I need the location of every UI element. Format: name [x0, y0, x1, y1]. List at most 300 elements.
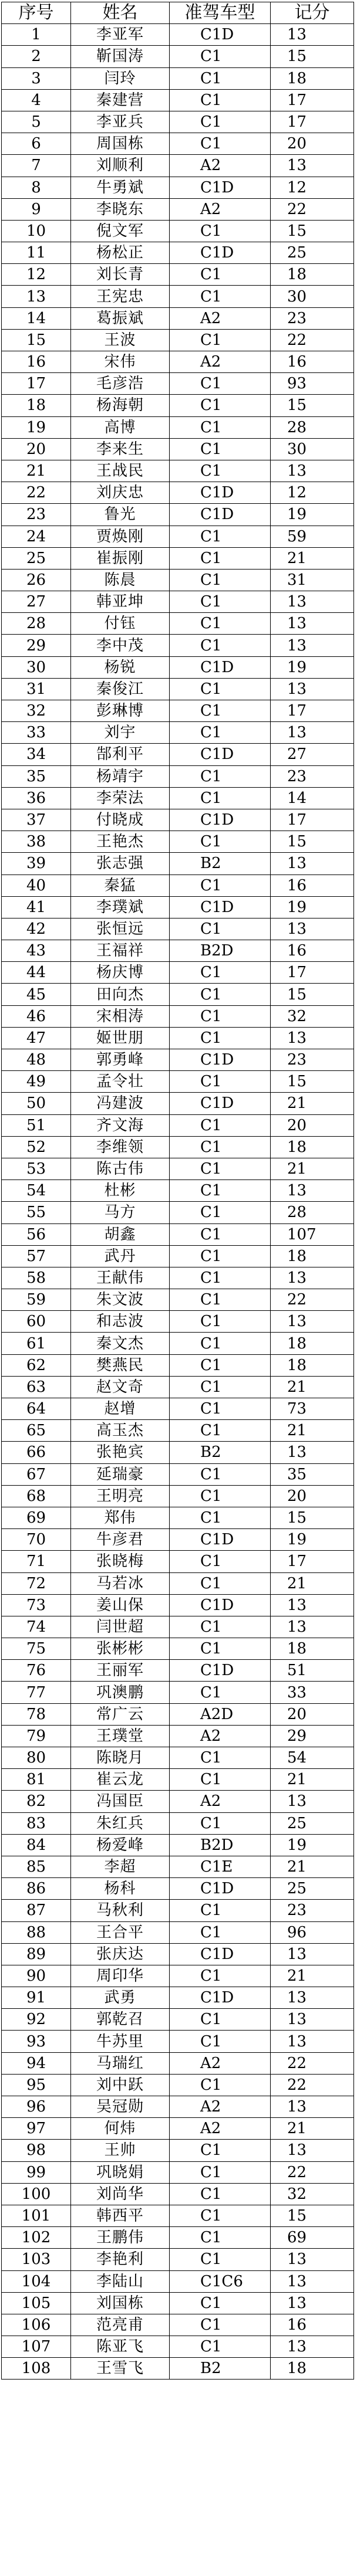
- row-no: 100: [2, 2183, 71, 2205]
- row-name: 杨靖宇: [71, 765, 170, 787]
- row-score: 16: [271, 351, 354, 373]
- row-name: 韩亚坤: [71, 591, 170, 613]
- table-row: [2, 569, 354, 591]
- row-license-type: C1: [170, 962, 271, 984]
- row-license-type: A2: [170, 1791, 271, 1812]
- row-name: 马瑞红: [71, 2052, 170, 2074]
- table-row: [2, 1158, 354, 1179]
- row-license-type: C1: [170, 1071, 271, 1093]
- row-no: 45: [2, 984, 71, 1005]
- row-license-type: C1: [170, 1289, 271, 1311]
- row-score: 12: [271, 482, 354, 504]
- row-score: 19: [271, 656, 354, 678]
- row-license-type: C1: [170, 2161, 271, 2183]
- table-row: [2, 1856, 354, 1877]
- row-score: 51: [271, 1660, 354, 1682]
- row-license-type: C1: [170, 875, 271, 896]
- row-name: 张庆达: [71, 1943, 170, 1965]
- row-license-type: C1: [170, 2249, 271, 2270]
- row-score: 96: [271, 1921, 354, 1943]
- row-license-type: C1: [170, 1114, 271, 1136]
- row-no: 27: [2, 591, 71, 613]
- row-no: 59: [2, 1289, 71, 1311]
- row-license-type: C1: [170, 2227, 271, 2249]
- row-score: 21: [271, 1158, 354, 1179]
- row-name: 李亚兵: [71, 111, 170, 133]
- row-score: 13: [271, 1442, 354, 1463]
- row-name: 张艳宾: [71, 1442, 170, 1463]
- row-name: 冯建波: [71, 1093, 170, 1114]
- row-name: 胡鑫: [71, 1223, 170, 1245]
- row-no: 13: [2, 286, 71, 307]
- row-no: 53: [2, 1158, 71, 1179]
- header-row: [2, 2, 354, 24]
- row-name: 张志强: [71, 853, 170, 875]
- row-license-type: C1: [170, 2009, 271, 2031]
- row-name: 闫玲: [71, 67, 170, 89]
- row-license-type: A2: [170, 2118, 271, 2140]
- row-license-type: C1: [170, 2336, 271, 2358]
- table-row: [2, 591, 354, 613]
- row-name: 王雪飞: [71, 2358, 170, 2380]
- row-score: 13: [271, 678, 354, 700]
- row-license-type: B2: [170, 2358, 271, 2380]
- table-row: [2, 2336, 354, 2358]
- row-no: 42: [2, 918, 71, 940]
- row-score: 12: [271, 177, 354, 198]
- row-score: 13: [271, 460, 354, 482]
- row-name: 张彬彬: [71, 1638, 170, 1660]
- row-name: 陈晨: [71, 569, 170, 591]
- row-name: 王帅: [71, 2140, 170, 2161]
- row-score: 30: [271, 438, 354, 460]
- row-score: 20: [271, 1485, 354, 1507]
- row-license-type: C1: [170, 416, 271, 438]
- table-row: [2, 46, 354, 67]
- row-license-type: C1: [170, 1202, 271, 1223]
- row-name: 杨海朝: [71, 395, 170, 416]
- row-no: 49: [2, 1071, 71, 1093]
- row-no: 88: [2, 1921, 71, 1943]
- row-name: 牛苏里: [71, 2031, 170, 2052]
- row-license-type: C1: [170, 1507, 271, 1528]
- table-row: [2, 24, 354, 46]
- table-row: [2, 1551, 354, 1572]
- row-license-type: C1: [170, 133, 271, 155]
- row-score: 17: [271, 700, 354, 722]
- row-license-type: C1: [170, 1376, 271, 1398]
- table-row: [2, 940, 354, 962]
- row-score: 13: [271, 155, 354, 177]
- row-score: 13: [271, 591, 354, 613]
- row-no: 65: [2, 1420, 71, 1442]
- row-no: 34: [2, 744, 71, 765]
- table-row: [2, 526, 354, 547]
- row-no: 16: [2, 351, 71, 373]
- table-row: [2, 67, 354, 89]
- table-row: [2, 744, 354, 765]
- row-score: 13: [271, 2140, 354, 2161]
- table-row: [2, 373, 354, 395]
- row-no: 18: [2, 395, 71, 416]
- row-license-type: C1: [170, 1398, 271, 1420]
- row-no: 51: [2, 1114, 71, 1136]
- row-score: 18: [271, 1354, 354, 1376]
- row-license-type: C1: [170, 918, 271, 940]
- table-row: [2, 2227, 354, 2249]
- row-score: 17: [271, 962, 354, 984]
- row-score: 13: [271, 1267, 354, 1289]
- row-score: 16: [271, 940, 354, 962]
- row-name: 冯国臣: [71, 1791, 170, 1812]
- row-no: 8: [2, 177, 71, 198]
- table-row: [2, 962, 354, 984]
- row-no: 60: [2, 1311, 71, 1333]
- row-no: 28: [2, 613, 71, 635]
- row-license-type: C1D: [170, 656, 271, 678]
- row-name: 马若冰: [71, 1572, 170, 1594]
- row-no: 17: [2, 373, 71, 395]
- row-no: 95: [2, 2074, 71, 2096]
- table-row: [2, 1507, 354, 1528]
- row-name: 李艳利: [71, 2249, 170, 2270]
- row-license-type: C1D: [170, 744, 271, 765]
- row-score: 13: [271, 613, 354, 635]
- table-row: [2, 1136, 354, 1158]
- row-license-type: C1: [170, 1420, 271, 1442]
- row-license-type: C1: [170, 1333, 271, 1354]
- row-name: 高博: [71, 416, 170, 438]
- row-no: 90: [2, 1965, 71, 1987]
- row-license-type: C1D: [170, 1594, 271, 1616]
- row-score: 13: [271, 1594, 354, 1616]
- row-license-type: C1: [170, 329, 271, 351]
- row-license-type: C1: [170, 1463, 271, 1485]
- row-name: 樊燕民: [71, 1354, 170, 1376]
- row-score: 14: [271, 787, 354, 809]
- row-license-type: C1: [170, 1747, 271, 1769]
- row-no: 52: [2, 1136, 71, 1158]
- row-no: 93: [2, 2031, 71, 2052]
- row-no: 94: [2, 2052, 71, 2074]
- table-row: [2, 198, 354, 220]
- row-name: 牛勇斌: [71, 177, 170, 198]
- row-license-type: A2: [170, 351, 271, 373]
- row-score: 13: [271, 1616, 354, 1638]
- row-score: 13: [271, 918, 354, 940]
- row-score: 25: [271, 242, 354, 264]
- row-no: 40: [2, 875, 71, 896]
- row-license-type: C1: [170, 46, 271, 67]
- row-name: 秦建营: [71, 89, 170, 111]
- row-name: 朱文波: [71, 1289, 170, 1311]
- table-row: [2, 504, 354, 526]
- row-name: 姜山保: [71, 1594, 170, 1616]
- row-name: 武丹: [71, 1245, 170, 1267]
- row-license-type: C1: [170, 984, 271, 1005]
- row-no: 21: [2, 460, 71, 482]
- table-row: [2, 1420, 354, 1442]
- violation-score-table: [1, 2, 354, 2380]
- row-no: 81: [2, 1769, 71, 1791]
- row-name: 宋相涛: [71, 1005, 170, 1027]
- row-name: 贾焕刚: [71, 526, 170, 547]
- table-row: [2, 482, 354, 504]
- row-score: 16: [271, 875, 354, 896]
- row-score: 20: [271, 1703, 354, 1725]
- table-row: [2, 1354, 354, 1376]
- row-license-type: C1: [170, 2314, 271, 2336]
- row-no: 72: [2, 1572, 71, 1594]
- table-row: [2, 2096, 354, 2118]
- row-license-type: C1: [170, 678, 271, 700]
- row-score: 13: [271, 2270, 354, 2292]
- row-name: 杨松正: [71, 242, 170, 264]
- row-name: 朱红兵: [71, 1812, 170, 1834]
- row-name: 秦猛: [71, 875, 170, 896]
- row-license-type: B2D: [170, 1834, 271, 1856]
- row-name: 李璞斌: [71, 896, 170, 918]
- table-row: [2, 1921, 354, 1943]
- row-score: 13: [271, 2009, 354, 2031]
- header-name: 姓名: [71, 2, 170, 24]
- row-no: 57: [2, 1245, 71, 1267]
- row-license-type: C1: [170, 264, 271, 286]
- row-no: 66: [2, 1442, 71, 1463]
- row-license-type: C1D: [170, 482, 271, 504]
- row-score: 28: [271, 416, 354, 438]
- row-license-type: C1: [170, 1551, 271, 1572]
- table-row: [2, 264, 354, 286]
- row-score: 31: [271, 569, 354, 591]
- table-row: [2, 1616, 354, 1638]
- table-row: [2, 1463, 354, 1485]
- row-name: 延瑞豪: [71, 1463, 170, 1485]
- row-license-type: C1: [170, 1005, 271, 1027]
- row-name: 刘顺利: [71, 155, 170, 177]
- row-no: 35: [2, 765, 71, 787]
- row-license-type: C1: [170, 2140, 271, 2161]
- row-score: 13: [271, 1791, 354, 1812]
- table-row: [2, 1114, 354, 1136]
- row-score: 29: [271, 1725, 354, 1747]
- row-license-type: C1: [170, 1921, 271, 1943]
- table-row: [2, 1900, 354, 1921]
- row-no: 29: [2, 635, 71, 656]
- row-name: 毛彦浩: [71, 373, 170, 395]
- row-license-type: C1: [170, 1638, 271, 1660]
- table-row: [2, 896, 354, 918]
- table-row: [2, 460, 354, 482]
- row-name: 姬世朋: [71, 1027, 170, 1049]
- row-name: 武勇: [71, 1987, 170, 2009]
- row-name: 陈古伟: [71, 1158, 170, 1179]
- row-license-type: C1E: [170, 1856, 271, 1877]
- row-license-type: C1: [170, 526, 271, 547]
- row-no: 5: [2, 111, 71, 133]
- table-row: [2, 1267, 354, 1289]
- row-score: 21: [271, 1420, 354, 1442]
- row-name: 李晓东: [71, 198, 170, 220]
- table-row: [2, 329, 354, 351]
- row-license-type: C1: [170, 787, 271, 809]
- row-license-type: C1: [170, 635, 271, 656]
- row-name: 秦俊江: [71, 678, 170, 700]
- row-no: 24: [2, 526, 71, 547]
- row-score: 32: [271, 1005, 354, 1027]
- row-score: 25: [271, 1812, 354, 1834]
- row-license-type: C1: [170, 569, 271, 591]
- row-no: 54: [2, 1180, 71, 1202]
- row-no: 4: [2, 89, 71, 111]
- table-row: [2, 1093, 354, 1114]
- row-no: 48: [2, 1049, 71, 1071]
- row-score: 23: [271, 1900, 354, 1921]
- table-row: [2, 2161, 354, 2183]
- table-row: [2, 2052, 354, 2074]
- row-license-type: A2: [170, 1725, 271, 1747]
- row-license-type: C1: [170, 613, 271, 635]
- row-name: 常广云: [71, 1703, 170, 1725]
- row-score: 27: [271, 744, 354, 765]
- row-license-type: C1: [170, 1616, 271, 1638]
- table-row: [2, 155, 354, 177]
- row-license-type: C1: [170, 67, 271, 89]
- table-row: [2, 1660, 354, 1682]
- row-no: 106: [2, 2314, 71, 2336]
- row-score: 13: [271, 2096, 354, 2118]
- row-license-type: C1: [170, 1812, 271, 1834]
- row-name: 郭乾召: [71, 2009, 170, 2031]
- row-no: 91: [2, 1987, 71, 2009]
- row-no: 47: [2, 1027, 71, 1049]
- row-score: 21: [271, 2118, 354, 2140]
- row-name: 崔振刚: [71, 547, 170, 569]
- row-score: 21: [271, 1376, 354, 1398]
- row-name: 王波: [71, 329, 170, 351]
- row-name: 刘国栋: [71, 2292, 170, 2314]
- row-score: 18: [271, 264, 354, 286]
- row-no: 32: [2, 700, 71, 722]
- table-row: [2, 111, 354, 133]
- row-name: 巩澳鹏: [71, 1682, 170, 1703]
- row-no: 92: [2, 2009, 71, 2031]
- row-license-type: C1: [170, 373, 271, 395]
- row-no: 89: [2, 1943, 71, 1965]
- row-no: 3: [2, 67, 71, 89]
- table-row: [2, 1027, 354, 1049]
- table-row: [2, 2074, 354, 2096]
- row-license-type: C1D: [170, 896, 271, 918]
- table-row: [2, 1572, 354, 1594]
- row-license-type: C1D: [170, 504, 271, 526]
- row-no: 105: [2, 2292, 71, 2314]
- row-score: 32: [271, 2183, 354, 2205]
- row-no: 103: [2, 2249, 71, 2270]
- row-license-type: C1: [170, 1485, 271, 1507]
- row-license-type: C1D: [170, 809, 271, 831]
- row-no: 38: [2, 831, 71, 853]
- row-license-type: C1: [170, 765, 271, 787]
- row-name: 王鹏伟: [71, 2227, 170, 2249]
- table-row: [2, 1747, 354, 1769]
- row-score: 18: [271, 2358, 354, 2380]
- row-no: 86: [2, 1878, 71, 1900]
- row-score: 13: [271, 2292, 354, 2314]
- row-score: 13: [271, 1311, 354, 1333]
- row-no: 68: [2, 1485, 71, 1507]
- table-row: [2, 1333, 354, 1354]
- row-no: 50: [2, 1093, 71, 1114]
- row-score: 69: [271, 2227, 354, 2249]
- row-license-type: A2D: [170, 1703, 271, 1725]
- row-score: 21: [271, 1572, 354, 1594]
- row-no: 74: [2, 1616, 71, 1638]
- row-score: 13: [271, 1027, 354, 1049]
- header-license-type: 准驾车型: [170, 2, 271, 24]
- row-no: 22: [2, 482, 71, 504]
- row-score: 19: [271, 1834, 354, 1856]
- table-row: [2, 1987, 354, 2009]
- row-name: 赵文奇: [71, 1376, 170, 1398]
- row-score: 22: [271, 2074, 354, 2096]
- row-name: 马方: [71, 1202, 170, 1223]
- row-score: 21: [271, 1093, 354, 1114]
- table-row: [2, 1725, 354, 1747]
- row-name: 高玉杰: [71, 1420, 170, 1442]
- row-license-type: C1D: [170, 1049, 271, 1071]
- row-name: 秦文杰: [71, 1333, 170, 1354]
- row-no: 77: [2, 1682, 71, 1703]
- row-no: 55: [2, 1202, 71, 1223]
- row-name: 马秋利: [71, 1900, 170, 1921]
- row-score: 13: [271, 635, 354, 656]
- row-name: 王合平: [71, 1921, 170, 1943]
- row-score: 17: [271, 1551, 354, 1572]
- table-row: [2, 2249, 354, 2270]
- row-score: 13: [271, 2249, 354, 2270]
- table-row: [2, 1005, 354, 1027]
- row-no: 101: [2, 2205, 71, 2226]
- row-name: 倪文军: [71, 220, 170, 242]
- table-row: [2, 678, 354, 700]
- table-row: [2, 2031, 354, 2052]
- row-no: 11: [2, 242, 71, 264]
- row-score: 93: [271, 373, 354, 395]
- row-license-type: C1C6: [170, 2270, 271, 2292]
- row-license-type: C1: [170, 1027, 271, 1049]
- row-name: 陈晓月: [71, 1747, 170, 1769]
- table-row: [2, 700, 354, 722]
- row-name: 李中茂: [71, 635, 170, 656]
- row-name: 和志波: [71, 1311, 170, 1333]
- table-row: [2, 2292, 354, 2314]
- row-score: 13: [271, 1987, 354, 2009]
- row-license-type: C1: [170, 111, 271, 133]
- row-license-type: C1: [170, 700, 271, 722]
- table-row: [2, 984, 354, 1005]
- row-license-type: C1: [170, 831, 271, 853]
- table-row: [2, 1202, 354, 1223]
- row-no: 64: [2, 1398, 71, 1420]
- row-score: 19: [271, 504, 354, 526]
- row-license-type: C1: [170, 591, 271, 613]
- row-no: 10: [2, 220, 71, 242]
- row-name: 王宪忠: [71, 286, 170, 307]
- row-no: 99: [2, 2161, 71, 2183]
- row-name: 杨锐: [71, 656, 170, 678]
- table-row: [2, 765, 354, 787]
